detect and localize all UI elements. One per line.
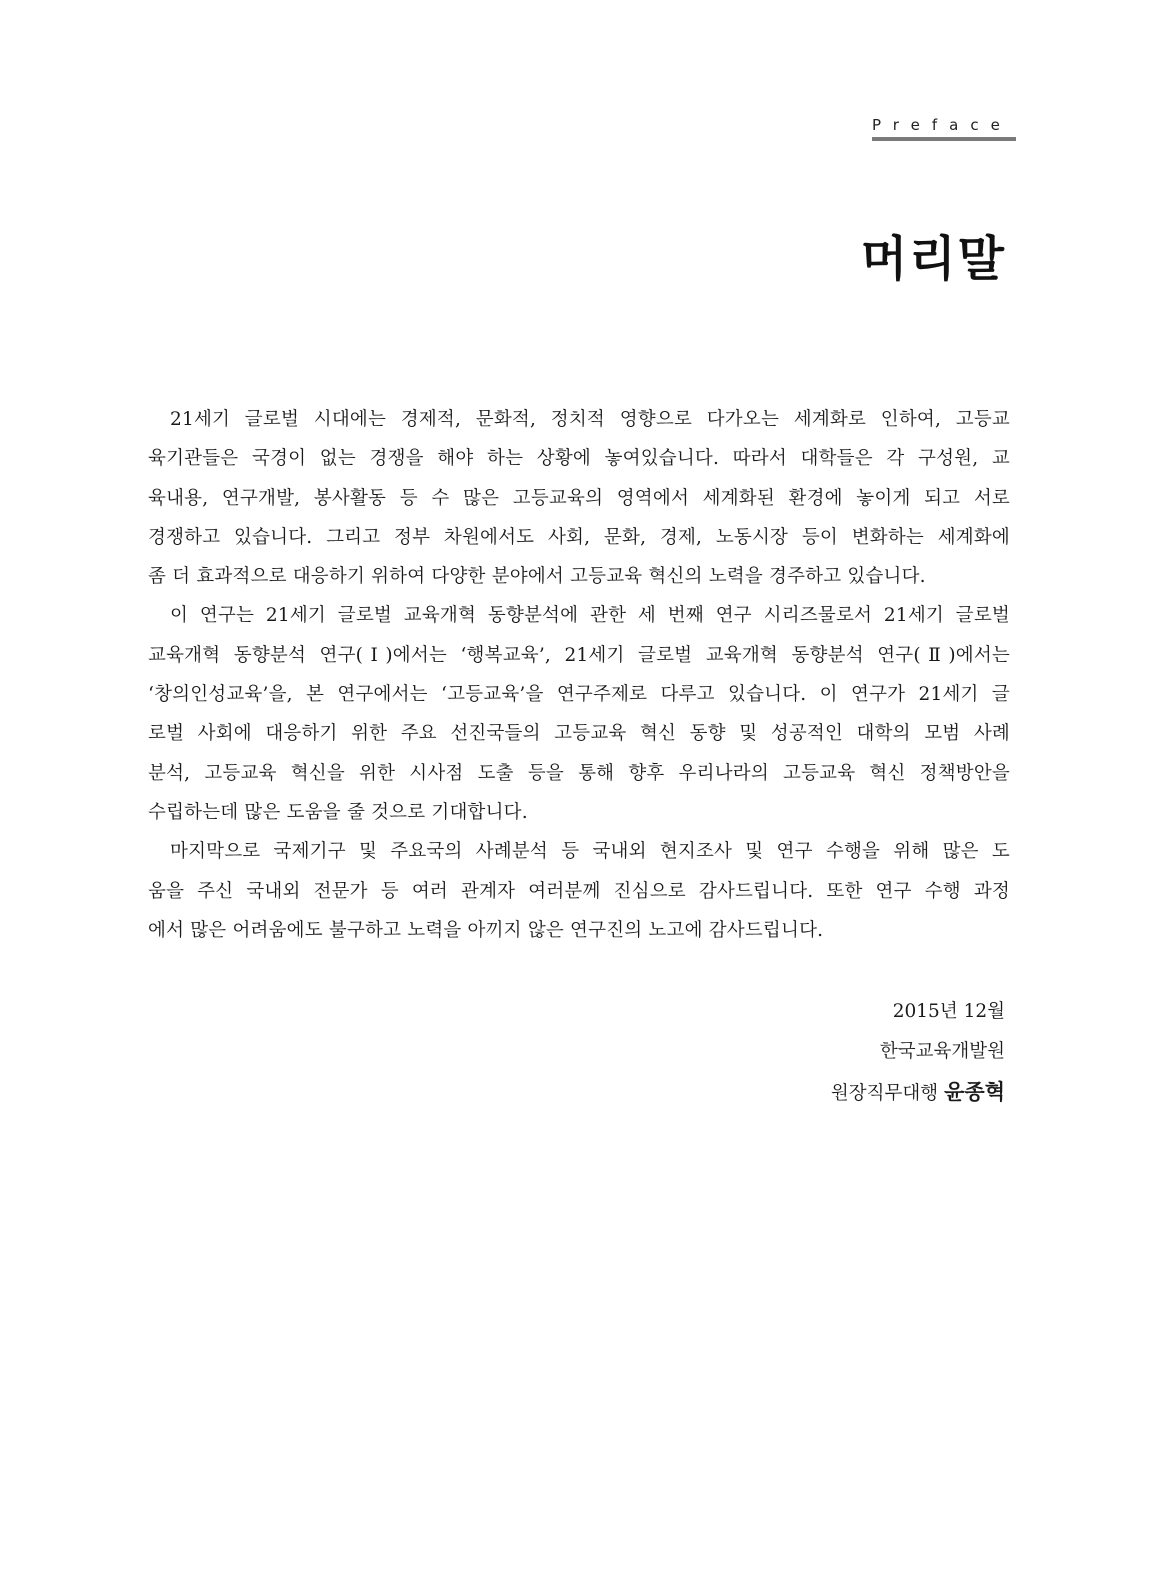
signature-line (831, 1072, 1005, 1114)
signature-name: 윤종혁 (944, 1080, 1005, 1104)
body-line: 경쟁하고 있습니다. 그리고 정부 차원에서도 사회, 문화, 경제, 노동시장 등이 변화하는 세계화에 (148, 526, 1010, 548)
section-rule (872, 137, 1016, 141)
preface-body (148, 400, 1010, 950)
signature-organization: 한국교육개발원 (879, 1041, 1005, 1062)
body-line: 좀 더 효과적으로 대응하기 위하여 다양한 분야에서 고등교육 혁신의 노력을 경주하고 있습니다. (148, 566, 926, 588)
body-line: 교육개혁 동향분석 연구(Ⅰ)에서는 ‘행복교육’, 21세기 글로벌 교육개혁 동향분석 연구(Ⅱ)에서는 (148, 644, 1010, 666)
body-line: 움을 주신 국내외 전문가 등 여러 관계자 여러분께 진심으로 감사드립니다. 또한 연구 수행 과정 (148, 880, 1010, 902)
body-line: 21세기 글로벌 시대에는 경제적, 문화적, 정치적 영향으로 다가오는 세계화로 인하여, 고등교 (170, 409, 1010, 430)
body-line: 마지막으로 국제기구 및 주요국의 사례분석 등 국내외 현지조사 및 연구 수행을 위해 많은 도 (170, 841, 1010, 863)
body-line: 육내용, 연구개발, 봉사활동 등 수 많은 고등교육의 영역에서 세계화된 환경에 놓이게 되고 서로 (148, 487, 1010, 509)
body-line: 이 연구는 21세기 글로벌 교육개혁 동향분석에 관한 세 번째 연구 시리즈물로서 21세기 글로벌 (170, 605, 1010, 627)
signature-date: 2015년 12월 (892, 1001, 1005, 1022)
section-label: Preface (872, 116, 1012, 134)
body-line: 분석, 고등교육 혁신을 위한 시사점 도출 등을 통해 향후 우리나라의 고등교육 혁신 정책방안을 (148, 762, 1010, 784)
signature-block (831, 992, 1005, 1114)
body-line: 육기관들은 국경이 없는 경쟁을 해야 하는 상황에 놓여있습니다. 따라서 대학들은 각 구성원, 교 (148, 448, 1010, 470)
signature-position: 원장직무대행 (830, 1083, 939, 1104)
body-line: ‘창의인성교육’을, 본 연구에서는 ‘고등교육’을 연구주제로 다루고 있습니다. 이 연구가 21세기 글 (148, 684, 1010, 706)
body-line: 에서 많은 어려움에도 불구하고 노력을 아끼지 않은 연구진의 노고에 감사드립니다. (148, 919, 824, 941)
page-title: 머리말 (860, 231, 1006, 287)
body-line: 로벌 사회에 대응하기 위한 주요 선진국들의 고등교육 혁신 동향 및 성공적인 대학의 모범 사례 (148, 723, 1010, 745)
body-line: 수립하는데 많은 도움을 줄 것으로 기대합니다. (148, 801, 528, 823)
